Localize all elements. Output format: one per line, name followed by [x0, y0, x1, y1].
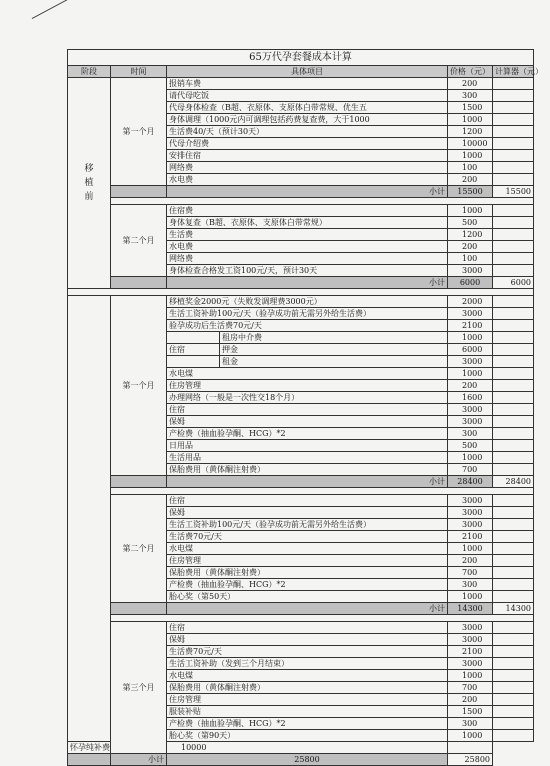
- item-calc: [493, 308, 534, 320]
- item-calc: [493, 591, 534, 603]
- item-calc: [493, 507, 534, 519]
- item-calc: [493, 694, 534, 706]
- item-calc: [493, 356, 534, 368]
- subtotal-calc: 15500: [493, 186, 534, 198]
- item-calc: [493, 102, 534, 114]
- table-row: [68, 78, 534, 90]
- table-row: [68, 296, 534, 308]
- item-price: 3000: [448, 308, 493, 320]
- item-name: 保胎费用（黄体酮注射费）: [167, 567, 448, 579]
- subtotal-label: 小计: [167, 476, 448, 488]
- item-calc: [493, 670, 534, 682]
- item-price: 1000: [448, 452, 493, 464]
- item-name: 生活工资补助100元/天（验孕成功前无需另外给生活费）: [167, 519, 448, 531]
- item-price: 200: [448, 241, 493, 253]
- item-name: 身体检查合格发工资100元/天，预计30天: [167, 265, 448, 277]
- item-price: 100: [448, 253, 493, 265]
- spacer-row: [68, 198, 534, 205]
- item-name: 住房管理: [167, 555, 448, 567]
- item-name: 服装补贴: [167, 706, 448, 718]
- item-price: 2000: [448, 296, 493, 308]
- item-calc: [448, 742, 493, 754]
- item-price: 10000: [167, 742, 448, 754]
- item-name: 日用品: [167, 440, 448, 452]
- item-name: 住宿: [167, 495, 448, 507]
- spacer-row: [68, 289, 534, 296]
- subtotal-value: 15500: [448, 186, 493, 198]
- item-price: 1000: [448, 543, 493, 555]
- item-price: 100: [448, 162, 493, 174]
- item-name: 怀孕纯补费: [68, 742, 111, 754]
- item-name: 生活费40/天（预计30天）: [167, 126, 448, 138]
- item-name: 代母介绍费: [167, 138, 448, 150]
- item-name: 押金: [222, 345, 238, 354]
- subtotal-blank: [111, 277, 167, 289]
- item-name: 办理网络（一般是一次性交18个月）: [167, 392, 448, 404]
- item-name: 生活费70元/天: [167, 531, 448, 543]
- stage-label: 移 植 前: [68, 78, 111, 289]
- item-name: 验孕成功后生活费70元/天: [167, 320, 448, 332]
- table-row: [68, 205, 534, 217]
- item-name: 保胎费用（黄体酮注射费）: [167, 682, 448, 694]
- item-calc: [493, 464, 534, 476]
- item-calc: [493, 404, 534, 416]
- month-label: 第二个月: [111, 205, 167, 277]
- item-name: 住房管理: [167, 380, 448, 392]
- item-price: 1000: [448, 332, 493, 344]
- month-label: 第一个月: [111, 78, 167, 186]
- item-price: 1200: [448, 229, 493, 241]
- header-time: 时间: [111, 66, 167, 78]
- item-price: 1500: [448, 102, 493, 114]
- item-group-label: [167, 356, 220, 367]
- item-name: 保胎费用（黄体酮注射费）: [167, 464, 448, 476]
- item-calc: [493, 452, 534, 464]
- item-cell: [167, 356, 448, 368]
- item-calc: [493, 150, 534, 162]
- item-name: 生活用品: [167, 452, 448, 464]
- cost-table-body: [68, 50, 543, 766]
- item-name: 身体复查（B超、衣原体、支原体白带常规）: [167, 217, 448, 229]
- item-calc: [493, 440, 534, 452]
- item-price: 1000: [448, 368, 493, 380]
- subtotal-label: 小计: [167, 603, 448, 615]
- item-calc: [493, 229, 534, 241]
- item-calc: [493, 217, 534, 229]
- spacer-row: [68, 615, 534, 622]
- item-calc: [493, 368, 534, 380]
- item-calc: [493, 205, 534, 217]
- item-calc: [493, 126, 534, 138]
- item-price: 700: [448, 682, 493, 694]
- item-group-label: [167, 332, 220, 343]
- item-name: 住宿: [167, 622, 448, 634]
- item-price: 2100: [448, 531, 493, 543]
- item-calc: [493, 78, 534, 90]
- item-price: 500: [448, 217, 493, 229]
- item-name: 生活工资补助100元/天（验孕成功前无需另外给生活费）: [167, 308, 448, 320]
- item-name: 产检费（抽血验孕酮、HCG）*2: [167, 579, 448, 591]
- item-calc: [493, 392, 534, 404]
- item-price: 300: [448, 428, 493, 440]
- item-price: 3000: [448, 507, 493, 519]
- item-calc: [493, 138, 534, 150]
- header-calc: 计算器（元）: [493, 66, 534, 78]
- item-calc: [493, 682, 534, 694]
- item-price: 2100: [448, 646, 493, 658]
- item-calc: [493, 265, 534, 277]
- item-name: 产检费（抽血验孕酮、HCG）*2: [167, 718, 448, 730]
- item-price: 300: [448, 718, 493, 730]
- item-price: 200: [448, 174, 493, 186]
- item-name: 代母身体检查（B超、衣原体、支原体白带常规、优生五: [167, 102, 448, 114]
- item-price: 200: [448, 78, 493, 90]
- item-price: 1000: [448, 730, 493, 742]
- header-row: [68, 66, 534, 78]
- item-price: 2100: [448, 320, 493, 332]
- item-name: 租房中介费: [222, 333, 262, 342]
- subtotal-row: [68, 186, 534, 198]
- cost-sheet: [67, 49, 543, 766]
- item-calc: [493, 706, 534, 718]
- item-price: 200: [448, 694, 493, 706]
- item-name: 保姆: [167, 416, 448, 428]
- subtotal-blank: [111, 603, 167, 615]
- item-price: 1600: [448, 392, 493, 404]
- subtotal-value: 25800: [167, 754, 448, 766]
- item-group-label: 住宿: [167, 344, 220, 355]
- subtotal-row: [68, 277, 534, 289]
- item-calc: [493, 162, 534, 174]
- item-price: 3000: [448, 519, 493, 531]
- item-price: 3000: [448, 265, 493, 277]
- item-calc: [493, 174, 534, 186]
- item-name: 住房管理: [167, 694, 448, 706]
- item-cell: [167, 332, 448, 344]
- item-price: 10000: [448, 138, 493, 150]
- subtotal-value: 14300: [448, 603, 493, 615]
- item-price: 3000: [448, 356, 493, 368]
- item-name: 胎心奖（第50天）: [167, 591, 448, 603]
- item-calc: [493, 646, 534, 658]
- item-price: 1000: [448, 591, 493, 603]
- item-name: 水电费: [167, 241, 448, 253]
- subtotal-value: 28400: [448, 476, 493, 488]
- table-row: [68, 495, 534, 507]
- item-name: 保姆: [167, 507, 448, 519]
- spacer-row: [68, 488, 534, 495]
- stage-label: [68, 296, 111, 742]
- item-name: 水电煤: [167, 670, 448, 682]
- item-name: 网络费: [167, 253, 448, 265]
- subtotal-row: [68, 754, 534, 766]
- item-calc: [493, 730, 534, 742]
- item-price: 3000: [448, 404, 493, 416]
- item-name: 水电煤: [167, 543, 448, 555]
- subtotal-row: [68, 476, 534, 488]
- subtotal-blank: [68, 754, 111, 766]
- month-label: 第二个月: [111, 495, 167, 603]
- pen-mark: [32, 0, 68, 19]
- item-price: 1000: [448, 150, 493, 162]
- item-name: 网络费: [167, 162, 448, 174]
- item-name: 生活费70元/天: [167, 646, 448, 658]
- cost-table: [67, 49, 543, 766]
- item-price: 3000: [448, 495, 493, 507]
- item-calc: [493, 658, 534, 670]
- subtotal-calc: 28400: [493, 476, 534, 488]
- item-price: 500: [448, 440, 493, 452]
- month-label: 第一个月: [111, 296, 167, 476]
- subtotal-blank: [111, 476, 167, 488]
- item-calc: [493, 519, 534, 531]
- item-calc: [493, 320, 534, 332]
- subtotal-label: 小计: [167, 186, 448, 198]
- header-item: 具体项目: [167, 66, 448, 78]
- item-price: 1200: [448, 126, 493, 138]
- header-stage: 阶段: [68, 66, 111, 78]
- item-calc: [493, 90, 534, 102]
- item-name: 报销车费: [167, 78, 448, 90]
- item-name: 生活工资补助（发到三个月结束）: [167, 658, 448, 670]
- sheet-title: 65万代孕套餐成本计算: [68, 50, 534, 66]
- header-price: 价格（元）: [448, 66, 493, 78]
- spacer-cell: [111, 488, 534, 495]
- item-calc: [493, 241, 534, 253]
- item-price: 1500: [448, 706, 493, 718]
- item-price: 1000: [448, 205, 493, 217]
- item-name: 水电煤: [167, 368, 448, 380]
- subtotal-label: 小计: [111, 754, 167, 766]
- subtotal-row: [68, 603, 534, 615]
- item-calc: [493, 555, 534, 567]
- subtotal-blank: [111, 186, 167, 198]
- table-row: [68, 622, 534, 634]
- item-name: 保姆: [167, 634, 448, 646]
- item-price: 3000: [448, 634, 493, 646]
- month-label: 第三个月: [111, 622, 167, 754]
- item-name: 住宿: [167, 404, 448, 416]
- item-name: 生活费: [167, 229, 448, 241]
- item-price: 300: [448, 90, 493, 102]
- item-price: 1000: [448, 670, 493, 682]
- subtotal-calc: 6000: [493, 277, 534, 289]
- item-calc: [493, 344, 534, 356]
- item-calc: [493, 416, 534, 428]
- item-calc: [493, 531, 534, 543]
- subtotal-label: 小计: [167, 277, 448, 289]
- item-name: 安排住宿: [167, 150, 448, 162]
- item-calc: [493, 114, 534, 126]
- item-name: 胎心奖（第90天）: [167, 730, 448, 742]
- item-name: 水电费: [167, 174, 448, 186]
- item-price: 700: [448, 567, 493, 579]
- item-price: 200: [448, 555, 493, 567]
- item-name: 租金: [222, 357, 238, 366]
- item-calc: [493, 634, 534, 646]
- spacer-cell: [68, 289, 534, 296]
- item-calc: [493, 332, 534, 344]
- item-name: 移植奖金2000元（失败发调理费3000元）: [167, 296, 448, 308]
- item-calc: [493, 253, 534, 265]
- item-price: 6000: [448, 344, 493, 356]
- item-name: 请代母吃饭: [167, 90, 448, 102]
- item-calc: [493, 567, 534, 579]
- spacer-cell: [111, 615, 534, 622]
- item-calc: [493, 428, 534, 440]
- item-name: 身体调理（1000元内可调理包括药费复查费，大于1000: [167, 114, 448, 126]
- item-calc: [493, 718, 534, 730]
- item-calc: [493, 495, 534, 507]
- spacer-cell: [111, 198, 534, 205]
- item-calc: [493, 296, 534, 308]
- item-price: 300: [448, 579, 493, 591]
- item-price: 3000: [448, 416, 493, 428]
- item-price: 3000: [448, 622, 493, 634]
- item-name: 住宿费: [167, 205, 448, 217]
- subtotal-calc: 25800: [448, 754, 493, 766]
- item-price: 200: [448, 380, 493, 392]
- item-price: 1000: [448, 114, 493, 126]
- subtotal-value: 6000: [448, 277, 493, 289]
- item-calc: [493, 543, 534, 555]
- item-price: 3000: [448, 658, 493, 670]
- subtotal-calc: 14300: [493, 603, 534, 615]
- item-name: 产检费（抽血验孕酮、HCG）*2: [167, 428, 448, 440]
- item-price: 700: [448, 464, 493, 476]
- item-cell: [167, 344, 448, 356]
- item-calc: [493, 579, 534, 591]
- item-calc: [493, 380, 534, 392]
- item-calc: [493, 622, 534, 634]
